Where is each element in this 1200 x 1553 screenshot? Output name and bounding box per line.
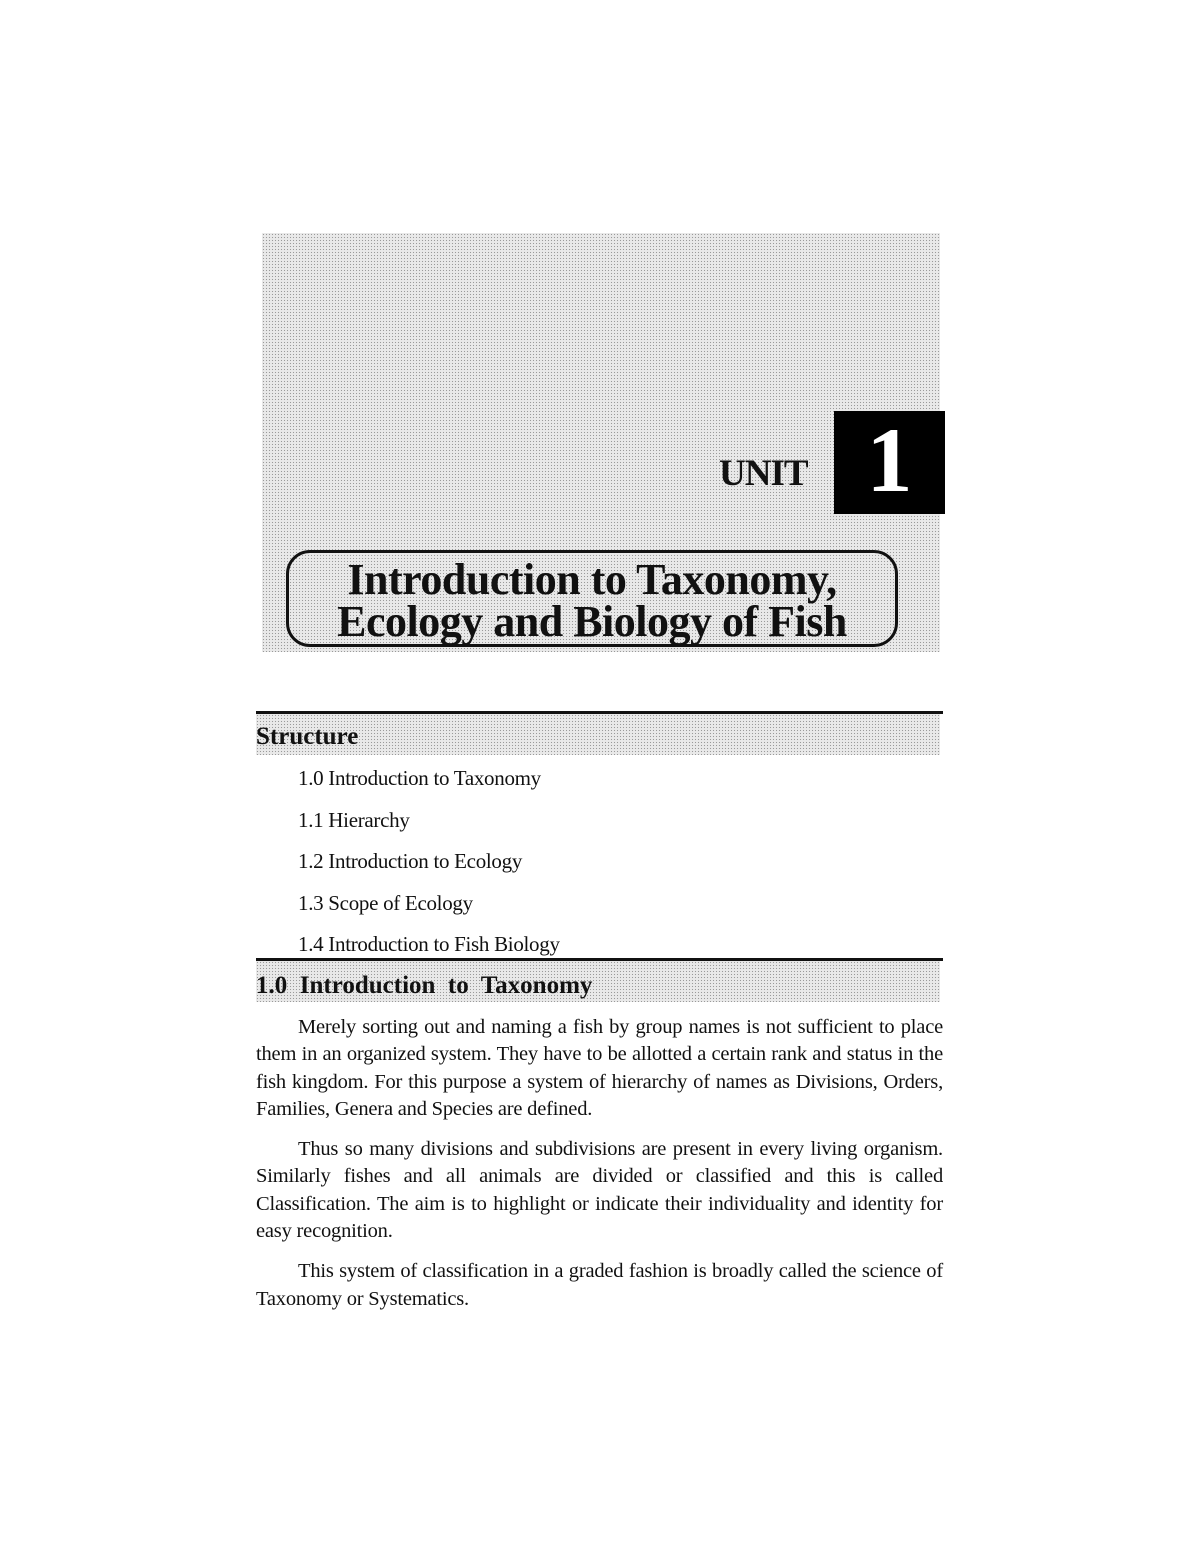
structure-item: 1.2 Introduction to Ecology <box>298 849 523 873</box>
structure-item: 1.1 Hierarchy <box>298 807 410 832</box>
structure-item: 1.0 Introduction to Taxonomy <box>298 766 541 790</box>
chapter-title-line-1: Introduction to Taxonomy, <box>347 555 837 604</box>
body-paragraph: This system of classification in a graded fashion is broadly called the science of Taxonomy or Systematics. <box>256 1260 943 1310</box>
structure-item: 1.4 Introduction to Fish Biology <box>298 932 560 956</box>
chapter-title-frame <box>286 550 898 647</box>
unit-label: UNIT <box>719 453 808 494</box>
section-body <box>256 1014 943 1326</box>
structure-list <box>298 762 560 970</box>
unit-number: 1 <box>866 409 913 511</box>
structure-heading-bar <box>256 714 940 755</box>
chapter-title-line-2: Ecology and Biology of Fish <box>337 597 847 646</box>
structure-heading: Structure <box>256 723 359 750</box>
body-paragraph: Thus so many divisions and subdivisions are present in every living organism. Similarly fishes and all animals are divided or classified and this is called Classification. The aim is to highlight or indicate their individuality and identity for easy recognition. <box>256 1138 943 1243</box>
structure-item: 1.3 Scope of Ecology <box>298 890 473 915</box>
body-paragraph: Merely sorting out and naming a fish by group names is not sufficient to place them in an organized system. They have to be allotted a certain rank and status in the fish kingdom. For this purpose a system of hierarchy of names as Divisions, Orders, Families, Genera and Species are defined. <box>256 1016 943 1120</box>
section-heading: 1.0 Introduction to Taxonomy <box>256 972 593 999</box>
